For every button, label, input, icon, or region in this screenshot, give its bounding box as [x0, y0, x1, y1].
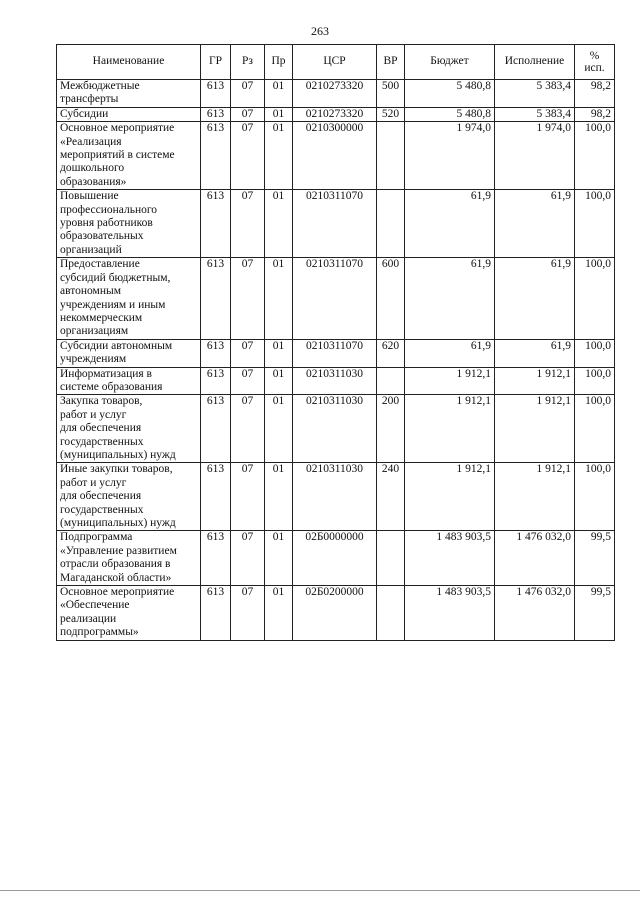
cell-vr: 620	[377, 339, 405, 367]
cell-percent: 100,0	[575, 395, 615, 463]
cell-gr: 613	[201, 190, 231, 258]
cell-pr: 01	[265, 586, 293, 641]
cell-rz: 07	[231, 367, 265, 395]
table-row	[57, 122, 615, 190]
cell-execution: 1 974,0	[495, 122, 575, 190]
cell-name: Основное мероприятие «Обеспечение реализации подпрограммы»	[57, 586, 201, 641]
cell-execution: 61,9	[495, 339, 575, 367]
cell-budget: 1 912,1	[405, 367, 495, 395]
cell-percent: 100,0	[575, 339, 615, 367]
cell-budget: 1 912,1	[405, 395, 495, 463]
cell-csr: 0210311070	[293, 258, 377, 339]
cell-rz: 07	[231, 339, 265, 367]
cell-vr	[377, 531, 405, 586]
cell-budget: 1 974,0	[405, 122, 495, 190]
cell-execution: 5 383,4	[495, 107, 575, 121]
cell-budget: 5 480,8	[405, 80, 495, 108]
cell-vr: 240	[377, 463, 405, 531]
cell-csr: 0210273320	[293, 107, 377, 121]
header-percent-symbol: %	[589, 50, 600, 62]
cell-csr: 0210273320	[293, 80, 377, 108]
cell-rz: 07	[231, 463, 265, 531]
cell-rz: 07	[231, 531, 265, 586]
cell-rz: 07	[231, 395, 265, 463]
cell-execution: 1 476 032,0	[495, 531, 575, 586]
cell-execution: 5 383,4	[495, 80, 575, 108]
table-row	[57, 531, 615, 586]
cell-vr: 500	[377, 80, 405, 108]
cell-pr: 01	[265, 463, 293, 531]
cell-vr	[377, 367, 405, 395]
cell-csr: 0210311070	[293, 339, 377, 367]
cell-percent: 100,0	[575, 190, 615, 258]
cell-csr: 0210300000	[293, 122, 377, 190]
header-percent-label: исп.	[584, 62, 605, 74]
cell-percent: 100,0	[575, 122, 615, 190]
header-csr: ЦСР	[293, 45, 377, 80]
cell-percent: 98,2	[575, 107, 615, 121]
table-row	[57, 190, 615, 258]
table-header-row	[57, 45, 615, 80]
cell-pr: 01	[265, 122, 293, 190]
cell-pr: 01	[265, 190, 293, 258]
cell-gr: 613	[201, 586, 231, 641]
cell-name: Подпрограмма «Управление развитием отрасли образования в Магаданской области»	[57, 531, 201, 586]
table-body	[57, 80, 615, 641]
cell-pr: 01	[265, 258, 293, 339]
cell-percent: 99,5	[575, 586, 615, 641]
table-row	[57, 258, 615, 339]
cell-name: Межбюджетные трансферты	[57, 80, 201, 108]
cell-rz: 07	[231, 107, 265, 121]
cell-rz: 07	[231, 80, 265, 108]
cell-gr: 613	[201, 107, 231, 121]
cell-execution: 1 912,1	[495, 367, 575, 395]
cell-pr: 01	[265, 531, 293, 586]
cell-execution: 61,9	[495, 258, 575, 339]
cell-budget: 61,9	[405, 258, 495, 339]
cell-name: Субсидии автономным учреждениям	[57, 339, 201, 367]
cell-pr: 01	[265, 367, 293, 395]
cell-name: Предоставление субсидий бюджетным, автономным учреждениям и иным некоммерческим организациям	[57, 258, 201, 339]
header-vr: ВР	[377, 45, 405, 80]
cell-pr: 01	[265, 339, 293, 367]
cell-budget: 5 480,8	[405, 107, 495, 121]
cell-percent: 99,5	[575, 531, 615, 586]
cell-percent: 100,0	[575, 463, 615, 531]
cell-name: Информатизация в системе образования	[57, 367, 201, 395]
budget-table	[56, 44, 615, 641]
cell-gr: 613	[201, 258, 231, 339]
cell-name: Основное мероприятие «Реализация мероприятий в системе дошкольного образования»	[57, 122, 201, 190]
cell-budget: 1 483 903,5	[405, 586, 495, 641]
table-row	[57, 586, 615, 641]
header-budget: Бюджет	[405, 45, 495, 80]
footer-rule	[0, 890, 640, 891]
cell-csr: 0210311030	[293, 367, 377, 395]
cell-name: Иные закупки товаров, работ и услуг для обеспечения государственных (муниципальных) нужд	[57, 463, 201, 531]
cell-gr: 613	[201, 463, 231, 531]
cell-percent: 100,0	[575, 367, 615, 395]
cell-budget: 1 483 903,5	[405, 531, 495, 586]
cell-gr: 613	[201, 367, 231, 395]
cell-csr: 0210311070	[293, 190, 377, 258]
cell-execution: 1 912,1	[495, 463, 575, 531]
table-row	[57, 367, 615, 395]
cell-csr: 02Б0000000	[293, 531, 377, 586]
header-execution: Исполнение	[495, 45, 575, 80]
header-rz: Рз	[231, 45, 265, 80]
cell-csr: 0210311030	[293, 463, 377, 531]
cell-budget: 61,9	[405, 190, 495, 258]
cell-rz: 07	[231, 258, 265, 339]
cell-rz: 07	[231, 586, 265, 641]
cell-gr: 613	[201, 395, 231, 463]
cell-rz: 07	[231, 122, 265, 190]
header-gr: ГР	[201, 45, 231, 80]
cell-gr: 613	[201, 531, 231, 586]
cell-name: Закупка товаров, работ и услуг для обеспечения государственных (муниципальных) нужд	[57, 395, 201, 463]
cell-vr: 600	[377, 258, 405, 339]
cell-pr: 01	[265, 395, 293, 463]
table-row	[57, 339, 615, 367]
table-row	[57, 463, 615, 531]
table-row	[57, 107, 615, 121]
cell-vr: 200	[377, 395, 405, 463]
header-pr: Пр	[265, 45, 293, 80]
cell-gr: 613	[201, 122, 231, 190]
header-name: Наименование	[57, 45, 201, 80]
table-row	[57, 395, 615, 463]
cell-rz: 07	[231, 190, 265, 258]
cell-percent: 98,2	[575, 80, 615, 108]
cell-execution: 1 912,1	[495, 395, 575, 463]
cell-gr: 613	[201, 80, 231, 108]
cell-vr	[377, 586, 405, 641]
cell-pr: 01	[265, 80, 293, 108]
header-percent	[575, 45, 615, 80]
page-number: 263	[311, 24, 329, 38]
cell-pr: 01	[265, 107, 293, 121]
cell-budget: 61,9	[405, 339, 495, 367]
table-row	[57, 80, 615, 108]
cell-csr: 0210311030	[293, 395, 377, 463]
cell-csr: 02Б0200000	[293, 586, 377, 641]
cell-name: Субсидии	[57, 107, 201, 121]
cell-gr: 613	[201, 339, 231, 367]
cell-execution: 61,9	[495, 190, 575, 258]
cell-percent: 100,0	[575, 258, 615, 339]
cell-budget: 1 912,1	[405, 463, 495, 531]
cell-vr: 520	[377, 107, 405, 121]
cell-execution: 1 476 032,0	[495, 586, 575, 641]
cell-vr	[377, 190, 405, 258]
cell-vr	[377, 122, 405, 190]
cell-name: Повышение профессионального уровня работников образовательных организаций	[57, 190, 201, 258]
